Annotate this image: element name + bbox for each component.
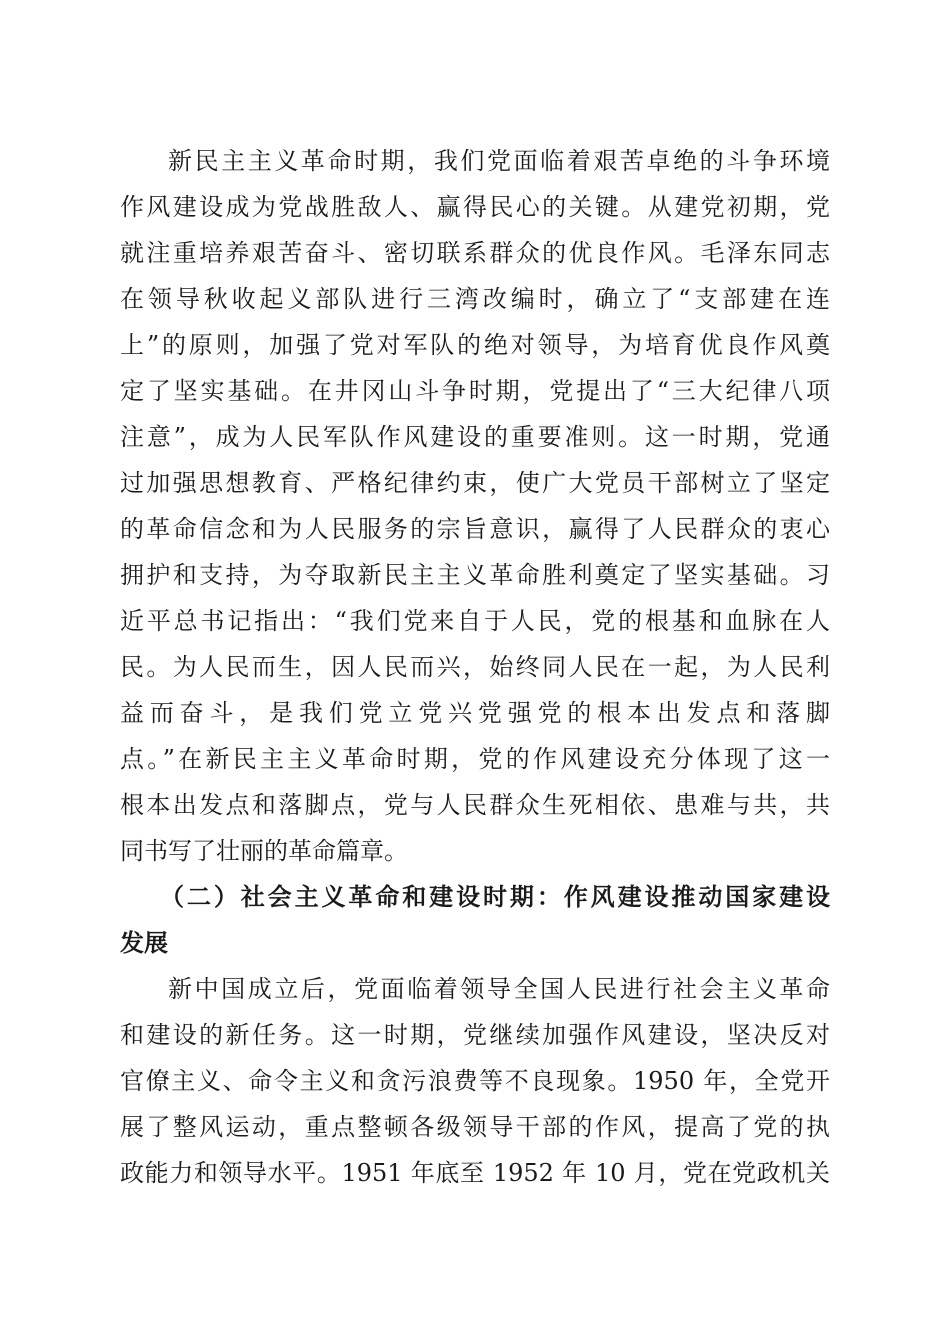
section-heading: 发展 [120,929,168,957]
paragraph-line: 新中国成立后，党面临着领导全国人民进行社会主义革命 [168,975,830,1003]
paragraph-line: 定了坚实基础。在井冈山斗争时期，党提出了“三大纪律八项 [120,377,830,405]
paragraph-line: 过加强思想教育、严格纪律约束，使广大党员干部树立了坚定 [120,469,830,497]
paragraph-line: 政能力和领导水平。1951 年底至 1952 年 10 月，党在党政机关 [120,1159,830,1187]
paragraph-line: 点。”在新民主主义革命时期，党的作风建设充分体现了这一 [120,745,830,773]
paragraph-line: 同书写了壮丽的革命篇章。 [120,837,408,865]
paragraph-line: 拥护和支持，为夺取新民主主义革命胜利奠定了坚实基础。习 [120,561,830,589]
paragraph-line: 在领导秋收起义部队进行三湾改编时，确立了“支部建在连 [120,285,830,313]
paragraph-line: 新民主主义革命时期，我们党面临着艰苦卓绝的斗争环境 [168,147,830,175]
paragraph-line: 根本出发点和落脚点，党与人民群众生死相依、患难与共，共 [120,791,830,819]
section-heading: （二）社会主义革命和建设时期：作风建设推动国家建设 [160,883,830,911]
paragraph-line: 近平总书记指出：“我们党来自于人民，党的根基和血脉在人 [120,607,830,635]
paragraph-line: 民。为人民而生，因人民而兴，始终同人民在一起，为人民利 [120,653,830,681]
paragraph-line: 展了整风运动，重点整顿各级领导干部的作风，提高了党的执 [120,1113,830,1141]
paragraph-line: 官僚主义、命令主义和贪污浪费等不良现象。1950 年，全党开 [120,1067,830,1095]
paragraph-line: 的革命信念和为人民服务的宗旨意识，赢得了人民群众的衷心 [120,515,830,543]
paragraph-line: 和建设的新任务。这一时期，党继续加强作风建设，坚决反对 [120,1021,830,1049]
paragraph-line: 就注重培养艰苦奋斗、密切联系群众的优良作风。毛泽东同志 [120,239,830,267]
paragraph-line: 注意”，成为人民军队作风建设的重要准则。这一时期，党通 [120,423,830,451]
paragraph-line: 益而奋斗，是我们党立党兴党强党的根本出发点和落脚 [120,699,830,727]
paragraph-line: 上”的原则，加强了党对军队的绝对领导，为培育优良作风奠 [120,331,830,359]
paragraph-line: 作风建设成为党战胜敌人、赢得民心的关键。从建党初期，党 [120,193,830,221]
